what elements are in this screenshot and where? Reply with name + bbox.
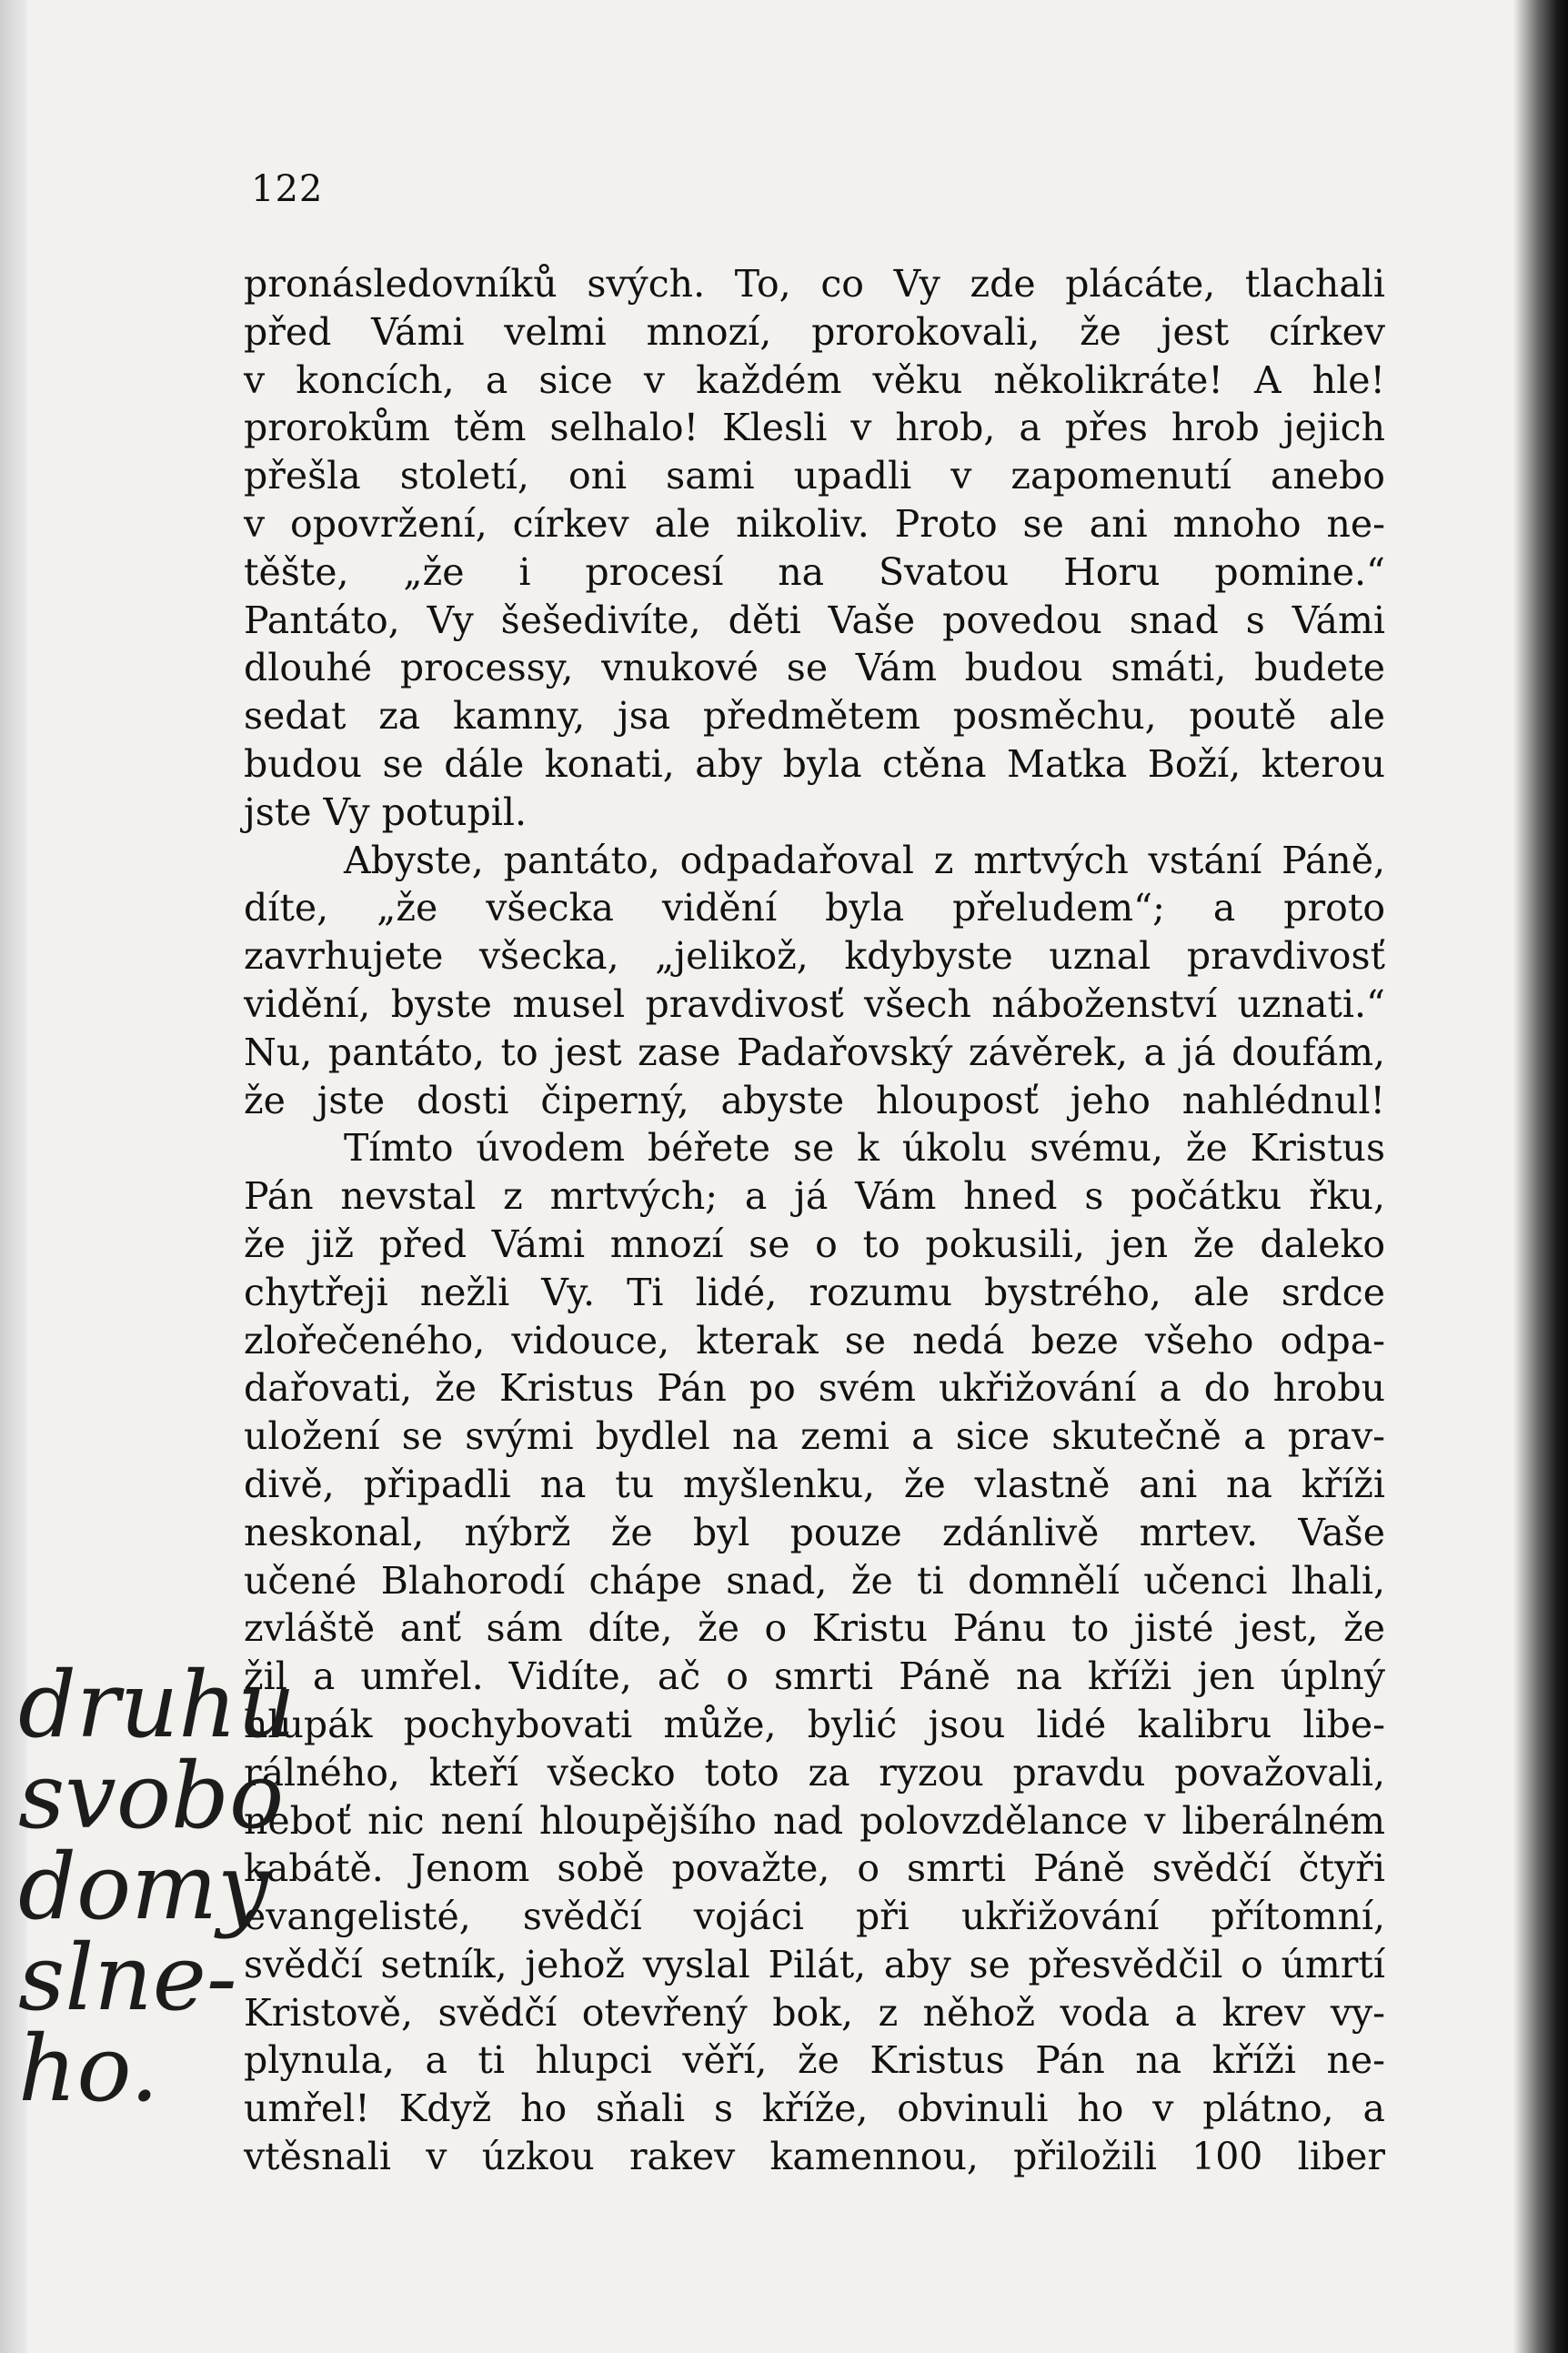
text-line: jste Vy potupil. — [244, 789, 527, 834]
text-line: vtěsnali v úzkou rakev kamennou, přiložili 100 liber — [244, 2135, 1385, 2179]
text-line: neskonal, nýbrž že byl pouze zdánlivě mrtev. Vaše — [244, 1510, 1385, 1554]
text-line: učené Blahorodí chápe snad, že ti domnělí učenci lhali, — [244, 1558, 1385, 1603]
text-line: sedat za kamny, jsa předmětem posměchu, poutě ale — [244, 694, 1385, 739]
text-line: budou se dále konati, aby byla ctěna Matka Boží, kterou — [244, 741, 1385, 786]
text-line: vidění, byste musel pravdivosť všech náboženství uznati.“ — [244, 981, 1385, 1026]
text-line: díte, „že všecka vidění byla přeludem“; a proto — [244, 886, 1385, 930]
text-line: Nu, pantáto, to jest zase Padařovský závěrek, a já doufám, — [244, 1030, 1385, 1074]
text-line: svědčí setník, jehož vyslal Pilát, aby se přesvědčil o úmrtí — [244, 1942, 1385, 1986]
text-line: prorokům těm selhalo! Klesli v hrob, a přes hrob jejich — [244, 406, 1385, 450]
text-line: žil a umřel. Vidíte, ač o smrti Páně na kříži jen úplný — [244, 1654, 1385, 1699]
text-line: před Vámi velmi mnozí, prorokovali, že jest církev — [244, 309, 1385, 354]
text-line: neboť nic není hloupějšího nad polovzdělance v liberálném — [244, 1798, 1385, 1843]
text-line: dařovati, že Kristus Pán po svém ukřižování a do hrobu — [244, 1366, 1385, 1411]
text-line: těšte, „že i procesí na Svatou Horu pomine.“ — [244, 549, 1385, 594]
handwritten-word: ho. — [18, 2016, 159, 2122]
page-binding-edge — [1513, 0, 1568, 2353]
text-line: v koncích, a sice v každém věku několikráte! A hle! — [244, 357, 1385, 402]
text-line: dlouhé processy, vnukové se Vám budou smáti, budete — [244, 646, 1385, 690]
handwritten-word: slne- — [18, 1925, 237, 2031]
text-line: Kristově, svědčí otevřený bok, z něhož voda a krev vy- — [244, 1990, 1385, 2035]
handwritten-margin-note — [18, 1652, 297, 2128]
text-line: pronásledovníků svých. To, co Vy zde plácáte, tlachali — [244, 262, 1385, 306]
text-line: plynula, a ti hlupci věří, že Kristus Pán na kříži ne- — [244, 2038, 1385, 2083]
text-line: divě, připadli na tu myšlenku, že vlastně ani na kříži — [244, 1462, 1385, 1506]
text-line: kabátě. Jenom sobě považte, o smrti Páně svědčí čtyři — [244, 1846, 1385, 1891]
text-line: Pán nevstal z mrtvých; a já Vám hned s počátku řku, — [244, 1174, 1385, 1219]
text-line: že již před Vámi mnozí se o to pokusili, jen že daleko — [244, 1222, 1385, 1266]
text-line: zavrhujete všecka, „jelikož, kdybyste uznal pravdivosť — [244, 934, 1385, 979]
text-line: umřel! Když ho sňali s kříže, obvinuli ho v plátno, a — [244, 2087, 1385, 2131]
text-line: Abyste, pantáto, odpadařoval z mrtvých vstání Páně, — [344, 838, 1385, 882]
text-line: uložení se svými bydlel na zemi a sice skutečně a prav- — [244, 1414, 1385, 1459]
handwritten-word: svobo — [18, 1743, 285, 1849]
handwritten-word: domy — [18, 1834, 269, 1940]
text-line: chytřeji nežli Vy. Ti lidé, rozumu bystrého, ale srdce — [244, 1270, 1385, 1314]
text-line: zlořečeného, vidouce, kterak se nedá beze všeho odpa- — [244, 1318, 1385, 1363]
text-line: přešla století, oni sami upadli v zapomenutí anebo — [244, 454, 1385, 498]
text-line: Tímto úvodem béřete se k úkolu svému, že Kristus — [344, 1126, 1385, 1171]
text-line: Pantáto, Vy šešedivíte, děti Vaše povedou snad s Vámi — [244, 598, 1385, 642]
text-line: že jste dosti čiperný, abyste hlouposť jeho nahlédnul! — [244, 1078, 1385, 1122]
text-line: zvláště anť sám díte, že o Kristu Pánu to jisté jest, že — [244, 1606, 1385, 1651]
handwritten-word: druhu — [18, 1652, 297, 1758]
text-line: evangelisté, svědčí vojáci při ukřižování přítomní, — [244, 1895, 1385, 1939]
text-line: hlupák pochybovati může, bylić jsou lidé kalibru libe- — [244, 1702, 1385, 1746]
page-number: 122 — [251, 168, 324, 210]
text-line: v opovržení, církev ale nikoliv. Proto se ani mnoho ne- — [244, 501, 1385, 546]
text-line: rálného, kteří všecko toto za ryzou pravdu považovali, — [244, 1750, 1385, 1795]
body-text — [244, 260, 1385, 2181]
